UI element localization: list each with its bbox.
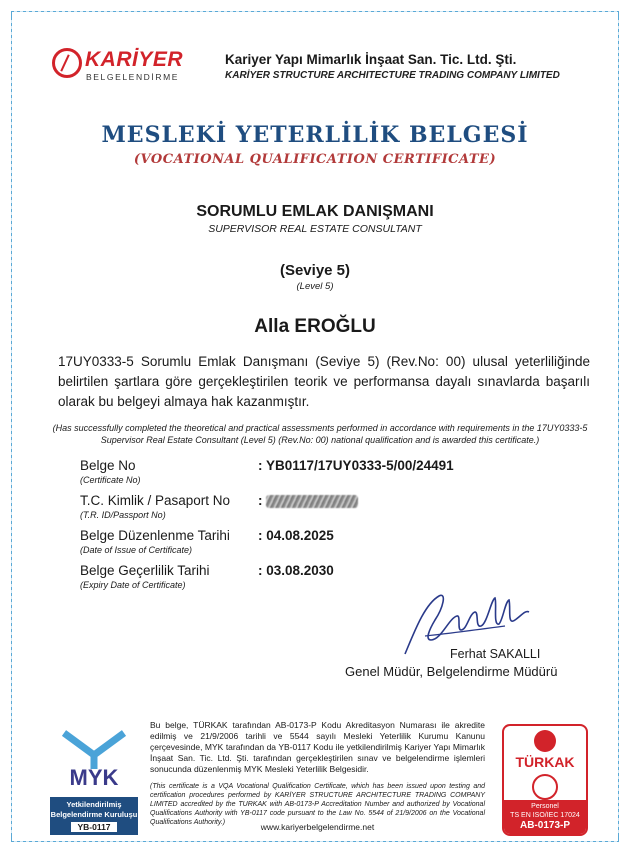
statement-tr: 17UY0333-5 Sorumlu Emlak Danışmanı (Seviye 5) (Rev.No: 00) ulusal yeterliliğinde belirtilen şartlara göre gerçekleştirilen teorik ve performansa dayalı sınavlarda başarılı olarak bu belgeyi almaya hak kazanmıştır. (58, 354, 590, 409)
level-en: (Level 5) (296, 281, 334, 292)
footer-text-en: (This certificate is a VQA Vocational Qualification Certificate, which has been issued upon testing and certification procedures performed by KARİYER STRUCTURE ARCHITECTURE TRADING COMPANY LIMITED accredited by the TURKAK with AB-0173-P Accreditation Number and authorized by Vocational Qualifications Authority with YB-0117 code pursuant to the Law No. 5544 of 21/9/2006 on the Vocational Qualifications Authority.) (150, 783, 485, 826)
certificate-title-en: (VOCATIONAL QUALIFICATION CERTIFICATE) (133, 152, 497, 167)
turkak-band (504, 800, 586, 834)
myk-name: MYK (69, 765, 119, 790)
logo-name: KARİYER (85, 48, 184, 71)
holder-name: Alla EROĞLU (254, 316, 376, 337)
turkak-logo (502, 724, 588, 836)
issue-date-label: Belge Düzenlenme Tarihi (80, 528, 230, 543)
myk-band (50, 797, 138, 835)
myk-logo (50, 725, 138, 835)
certificate-no-value: : YB0117/17UY0333-5/00/24491 (258, 458, 454, 473)
kariyer-logo-icon (52, 48, 82, 78)
certificate-no-label-en: (Certificate No) (80, 475, 141, 485)
id-no-colon: : (258, 493, 263, 508)
expiry-date-value: : 03.08.2030 (258, 563, 334, 578)
turkak-code: AB-0173-P (519, 820, 571, 831)
turkak-band-1: Personel (531, 803, 559, 810)
myk-code: YB-0117 (71, 822, 116, 832)
expiry-date-label: Belge Geçerlilik Tarihi (80, 563, 210, 578)
company-name-en: KARİYER STRUCTURE ARCHITECTURE TRADING COMPANY LIMITED (225, 70, 560, 81)
turkish-flag-icon (534, 730, 556, 752)
turkak-name: TÜRKAK (515, 754, 575, 770)
qualification-title: SORUMLU EMLAK DANIŞMANI (196, 203, 434, 220)
signatory-title: Genel Müdür, Belgelendirme Müdürü (345, 664, 558, 679)
id-no-label: T.C. Kimlik / Pasaport No (80, 493, 231, 508)
redacted-id (266, 495, 358, 508)
id-no-label-en: (T.R. ID/Passport No) (80, 510, 166, 520)
qualification-title-en: SUPERVISOR REAL ESTATE CONSULTANT (208, 223, 422, 235)
level: (Seviye 5) (279, 262, 351, 279)
footer-text-tr: Bu belge, TÜRKAK tarafından AB-0173-P Kodu Akreditasyon Numarası ile akredite edilmiş ve 21/9/2006 tarihli ve 5544 sayılı Mesleki Yeterlilik Kurumu Kanunu çerçevesinde, MYK tarafından da YB-0117 Kodu ile yetkilendirilmiş Kariyer Yapı Mimarlık İnşaat San. Tic. Ltd. Şti. tarafından gerçekleştirilen sınav ve belgelendirme işlemleri sonucunda düzenlenmiş MYK Mesleki Yeterlilik Belgesidir. (150, 720, 485, 774)
statement-en: (Has successfully completed the theoretical and practical assessments performed in accordance with requirements in the 17UY0333-5 Supervisor Real Estate Consultant (Level 5) (Rev.No: 00) national qualification and is awarded this certificate.) (52, 423, 588, 445)
issue-date-value: : 04.08.2025 (258, 528, 334, 543)
certificate-title: MESLEKİ YETERLİLİK BELGESİ (101, 122, 529, 148)
check-icon (532, 774, 558, 800)
company-name-tr: Kariyer Yapı Mimarlık İnşaat San. Tic. Ltd. Şti. (225, 52, 517, 67)
logo-subtitle: BELGELENDİRME (86, 72, 180, 82)
kariyer-logo (52, 46, 184, 86)
website-link[interactable]: www.kariyerbelgelendirme.net (260, 822, 375, 832)
myk-band-text: Yetkilendirilmiş Belgelendirme Kuruluşu (50, 800, 138, 819)
turkak-band-2: TS EN ISO/IEC 17024 (510, 812, 580, 819)
expiry-date-label-en: (Expiry Date of Certificate) (80, 580, 186, 590)
id-no-value (258, 493, 358, 508)
certificate-no-label: Belge No (80, 458, 136, 473)
signatory-name: Ferhat SAKALLI (450, 647, 541, 661)
issue-date-label-en: (Date of Issue of Certificate) (80, 545, 193, 555)
